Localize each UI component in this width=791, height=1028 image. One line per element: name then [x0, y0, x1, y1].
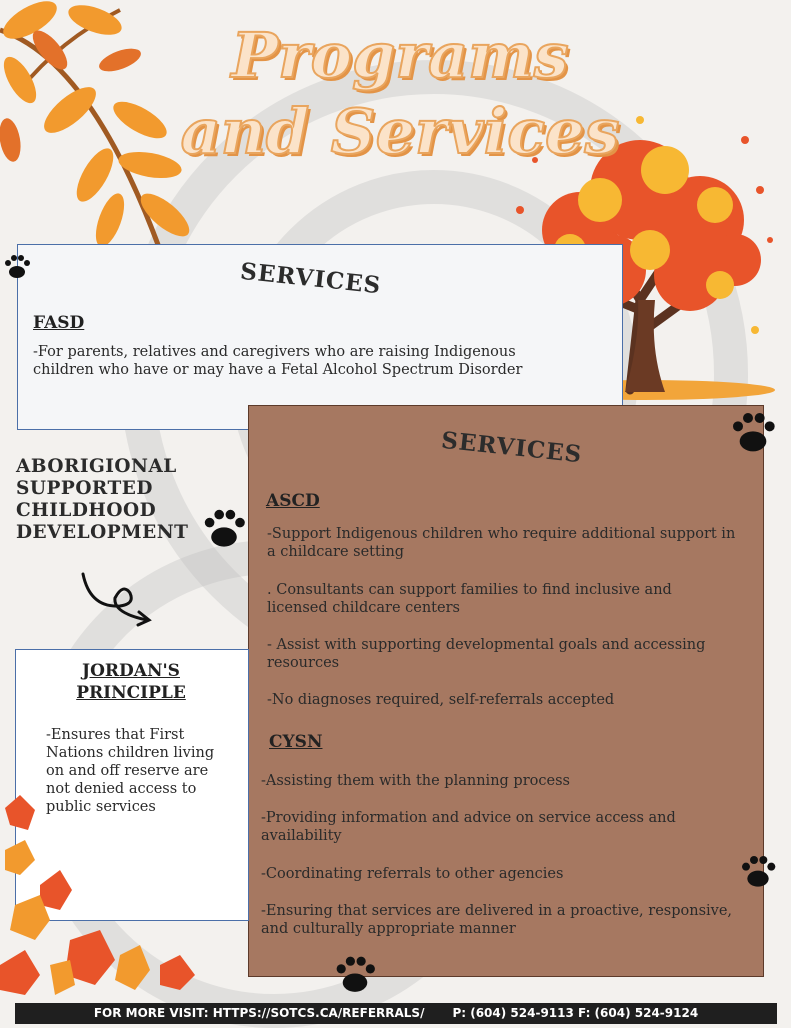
footer-referrals-link[interactable]: FOR MORE VISIT: HTTPS://SOTCS.CA/REFERRALS/ [93, 1006, 425, 1020]
curly-arrow-icon [75, 568, 160, 628]
paw-print-icon [738, 852, 778, 892]
ascd-item: - Assist with supporting developmental goals and accessing resources [267, 637, 706, 671]
ascd-item: -Support Indigenous children who require additional support in a childcare setting [267, 526, 736, 560]
cysn-item: -Providing information and advice on service access and availability [261, 810, 676, 844]
footer-bar [15, 1003, 777, 1024]
footer-phone-fax: P: (604) 524-9113 F: (604) 524-9124 [452, 1006, 699, 1020]
ascd-item: . Consultants can support families to find inclusive and licensed childcare centers [267, 582, 672, 616]
cysn-item: -Coordinating referrals to other agencies [261, 866, 564, 882]
paw-print-icon [728, 408, 778, 458]
fasd-description: -For parents, relatives and caregivers who are raising Indigenous children who have or may have a Fetal Alcohol Spectrum Disorder [33, 344, 523, 378]
services-heading: SERVICES [238, 257, 383, 300]
paw-print-icon [2, 252, 32, 282]
cysn-item: -Ensuring that services are delivered in a proactive, responsive, and culturally appropriate manner [261, 903, 733, 937]
cysn-item: -Assisting them with the planning process [261, 773, 570, 789]
autumn-leaves-pile-decoration [0, 790, 210, 1000]
services-heading: SERVICES [439, 426, 584, 469]
cysn-subheading: CYSN [269, 732, 323, 752]
jordans-principle-description: -Ensures that First Nations children living on and off reserve are not denied access to public services [46, 727, 215, 815]
ascd-subheading: ASCD [266, 491, 320, 511]
page-title: Programs and Services [180, 19, 620, 168]
ascd-item: -No diagnoses required, self-referrals accepted [267, 692, 615, 708]
jordans-principle-heading: JORDAN'S PRINCIPLE [76, 661, 186, 703]
main-services-box [248, 405, 764, 977]
paw-print-icon [200, 505, 248, 553]
fasd-services-box [17, 244, 623, 430]
fasd-subheading: FASD [33, 313, 85, 333]
paw-print-icon [332, 952, 378, 998]
aboriginal-supported-childhood-development-label: ABORIGIONAL SUPPORTED CHILDHOOD DEVELOPMENT [16, 456, 189, 543]
